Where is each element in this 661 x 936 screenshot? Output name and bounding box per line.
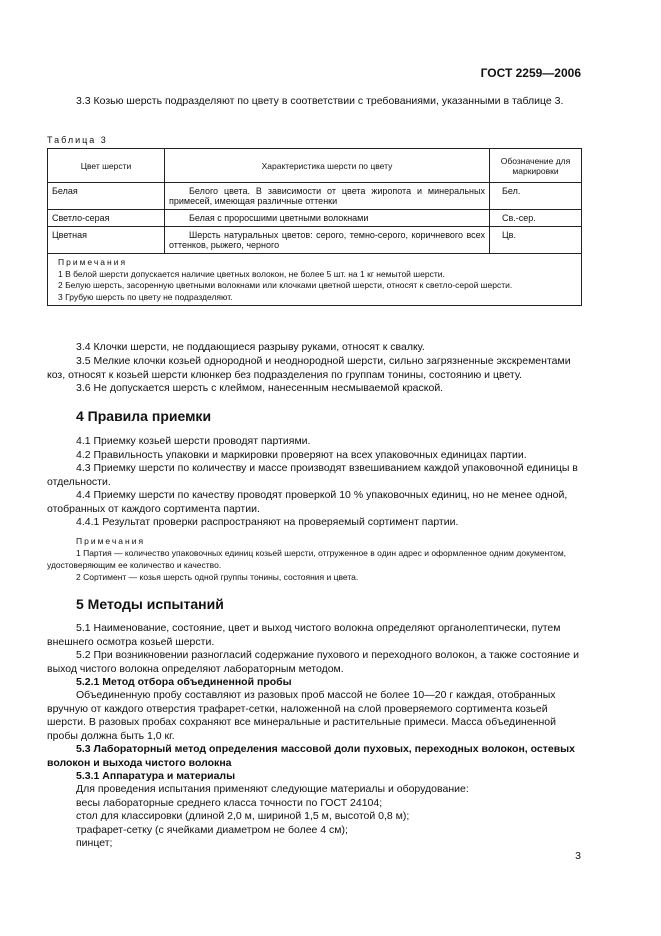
paragraph-3-4: 3.4 Клочки шерсти, не поддающиеся разрыву руками, относят к свалку.	[76, 341, 425, 353]
paragraph-4-1: 4.1 Приемку козьей шерсти проводят партиями.	[76, 435, 311, 447]
list-item: весы лабораторные среднего класса точности по ГОСТ 24104;	[76, 797, 383, 809]
section-4-note-2: 2 Сортимент — козья шерсть одной группы тонины, состояния и цвета.	[76, 572, 359, 582]
cell-mark: Св.-сер.	[490, 210, 582, 227]
table-header-description: Характеристика шерсти по цвету	[165, 149, 490, 183]
paragraph-4-3: 4.3 Приемку шерсти по количеству и массе производят взвешиванием каждой упаковочной единицы в отдельности.	[47, 462, 578, 488]
heading-5-2-1: 5.2.1 Метод отбора объединенной пробы	[76, 676, 292, 688]
paragraph-3-5: 3.5 Мелкие клочки козьей однородной и неоднородной шерсти, сильно загрязненные экскрементами коз, относят к козьей шерсти клюнкер без подразделения по группам тонины, состоянию и цвету.	[47, 355, 571, 381]
section-4-notes-title: Примечания	[76, 536, 146, 546]
paragraph-4-4: 4.4 Приемку шерсти по качеству проводят проверкой 10 % упаковочных единиц, но не менее одной, отобранных от каждого сортимента партии.	[47, 489, 568, 515]
note-item: 1 В белой шерсти допускается наличие цветных волокон, не более 5 шт. на 1 кг немытой шерсти.	[58, 268, 445, 279]
cell-description: Белого цвета. В зависимости от цвета жиропота и минеральных примесей, имеющая различные оттенки	[165, 183, 490, 210]
list-item: трафарет-сетку (с ячейками диаметром не более 4 см);	[76, 824, 348, 836]
standard-code: ГОСТ 2259—2006	[480, 66, 581, 80]
page-number: 3	[575, 850, 581, 862]
table-row	[48, 210, 582, 227]
table-row	[48, 183, 582, 210]
list-item: стол для классировки (длиной 2,0 м, шириной 1,5 м, высотой 0,8 м);	[76, 810, 410, 822]
cell-description: Белая с проросшими цветными волокнами	[165, 210, 490, 227]
cell-mark: Цв.	[490, 227, 582, 254]
paragraph-4-4-1: 4.4.1 Результат проверки распространяют на проверяемый сортимент партии.	[76, 516, 459, 528]
heading-5-3: 5.3 Лабораторный метод определения массовой доли пуховых, переходных волокон, остевых волокон и выхода чистого волокна	[47, 743, 575, 769]
table-header-marking: Обозначение для маркировки	[490, 149, 582, 183]
heading-5-3-1: 5.3.1 Аппаратура и материалы	[76, 770, 236, 782]
section-4-note-1: 1 Партия — количество упаковочных единиц козьей шерсти, отгруженное в один адрес и оформленное одним документом, удостоверяющим ее количество и качество.	[47, 548, 567, 570]
notes-title: Примечания	[58, 257, 128, 267]
section-5-title: 5 Методы испытаний	[76, 596, 224, 612]
section-4-title: 4 Правила приемки	[76, 408, 212, 424]
cell-color: Белая	[48, 183, 165, 210]
cell-mark: Бел.	[490, 183, 582, 210]
paragraph-3-3: 3.3 Козью шерсть подразделяют по цвету в соответствии с требованиями, указанными в таблице 3.	[76, 95, 564, 107]
table-header-color: Цвет шерсти	[48, 149, 165, 183]
paragraph-5-2: 5.2 При возникновении разногласий содержание пухового и переходного волокон, а также состояние и выход чистого волокна определяют лабораторным методом.	[47, 649, 580, 675]
cell-color: Светло-серая	[48, 210, 165, 227]
table-notes	[48, 254, 582, 306]
paragraph-4-2: 4.2 Правильность упаковки и маркировки проверяют на всех упаковочных единицах партии.	[76, 449, 527, 461]
paragraph-5-3-1: Для проведения испытания применяют следующие материалы и оборудование:	[76, 783, 469, 795]
paragraph-5-2-1: Объединенную пробу составляют из разовых проб массой не более 10—20 г каждая, отобранных вручную от каждого отверстия трафарет-сетки, наложенной на слой проверяемого сортимента козьей шерсти. В разовых пробах сохраняют все минеральные и растительные примеси. Масса объединенной пробы должна быть 1,0 кг.	[47, 689, 556, 742]
table-3	[47, 148, 582, 306]
note-item: 2 Белую шерсть, засоренную цветными волокнами или клочками цветной шерсти, относят к светло-серой шерсти.	[58, 280, 513, 290]
paragraph-5-1: 5.1 Наименование, состояние, цвет и выход чистого волокна определяют органолептически, путем внешнего осмотра козьей шерсти.	[47, 622, 561, 648]
table-caption: Таблица 3	[47, 135, 108, 145]
note-item: 3 Грубую шерсть по цвету не подразделяют.	[58, 291, 233, 302]
cell-description: Шерсть натуральных цветов: серого, темно-серого, коричневого всех оттенков, рыжего, черного	[165, 227, 490, 254]
list-item: пинцет;	[76, 837, 113, 849]
paragraph-3-6: 3.6 Не допускается шерсть с клеймом, нанесенным несмываемой краской.	[76, 382, 444, 394]
table-row	[48, 227, 582, 254]
cell-color: Цветная	[48, 227, 165, 254]
